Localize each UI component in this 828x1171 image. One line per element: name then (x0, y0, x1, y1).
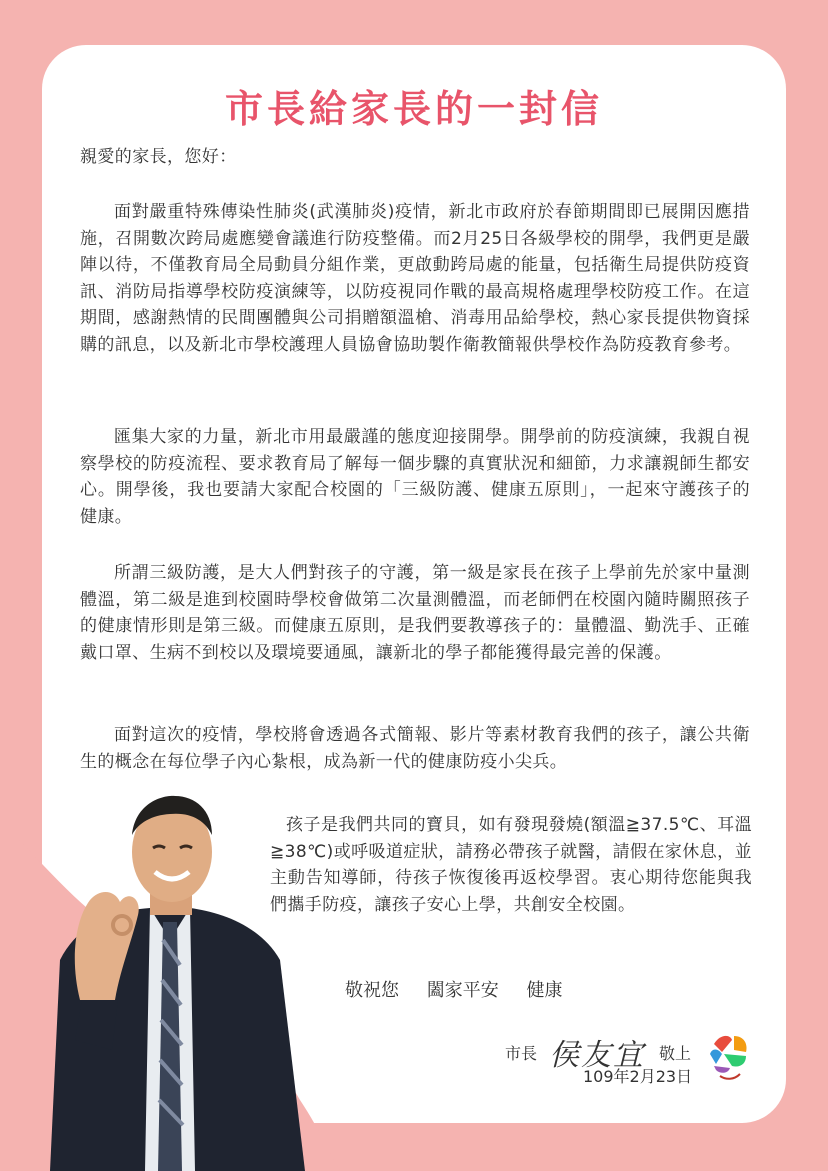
new-taipei-logo-icon (706, 1030, 752, 1082)
mayor-photo (20, 790, 320, 1171)
paragraph-5: 孩子是我們共同的寶貝，如有發現發燒(額溫≧37.5℃、耳溫≧38℃)或呼吸道症狀，請務必帶孩子就醫，請假在家休息，並主動告知導師，待孩子恢復後再返校學習。衷心期待您能與我們攜手防疫，讓孩子安心上學，共創安全校園。 (270, 815, 752, 915)
greeting: 親愛的家長，您好： (80, 147, 237, 167)
sign-suffix: 敬上 (659, 1043, 692, 1063)
letter-title: 市長給家長的一封信 (224, 87, 603, 131)
regards-part-1: 敬祝您 (345, 980, 399, 1001)
sign-title: 市長 (505, 1043, 538, 1063)
regards-part-2: 闔家平安 (426, 980, 499, 1001)
paragraph-3: 所謂三級防護，是大人們對孩子的守護，第一級是家長在孩子上學前先於家中量測體溫，第二級是進到校園時學校會做第二次量測體溫，而老師們在校園內隨時關照孩子的健康情形則是第三級。而健康五原則，是我們要教導孩子的：量體溫、勤洗手、正確戴口罩、生病不到校以及環境要通風，讓新北的學子都能獲得最完善的保護。 (80, 563, 750, 663)
closing-regards (345, 976, 584, 1002)
paragraph-4: 面對這次的疫情，學校將會透過各式簡報、影片等素材教育我們的孩子，讓公共衛生的概念在每位學子內心紮根，成為新一代的健康防疫小尖兵。 (80, 725, 750, 772)
regards-part-3: 健康 (526, 980, 563, 1001)
signature-name: 侯友宜 (549, 1038, 646, 1073)
paragraph-1: 面對嚴重特殊傳染性肺炎(武漢肺炎)疫情，新北市政府於春節期間即已展開因應措施，召開數次跨局處應變會議進行防疫整備。而2月25日各級學校的開學，我們更是嚴陣以待，不僅教育局全局動員分組作業，更啟動跨局處的能量，包括衛生局提供防疫資訊、消防局指導學校防疫演練等，以防疫視同作戰的最高規格處理學校防疫工作。在這期間，感謝熱情的民間團體與公司捐贈額溫槍、消毒用品給學校，熱心家長提供物資採購的訊息，以及新北市學校護理人員協會協助製作衛教簡報供學校作為防疫教育參考。 (80, 202, 750, 355)
letter-date: 109年2月23日 (583, 1067, 693, 1086)
paragraph-2: 匯集大家的力量，新北市用最嚴謹的態度迎接開學。開學前的防疫演練，我親自視察學校的防疫流程、要求教育局了解每一個步驟的真實狀況和細節，力求讓親師生都安心。開學後，我也要請大家配合校園的「三級防護、健康五原則」，一起來守護孩子的健康。 (80, 427, 750, 527)
